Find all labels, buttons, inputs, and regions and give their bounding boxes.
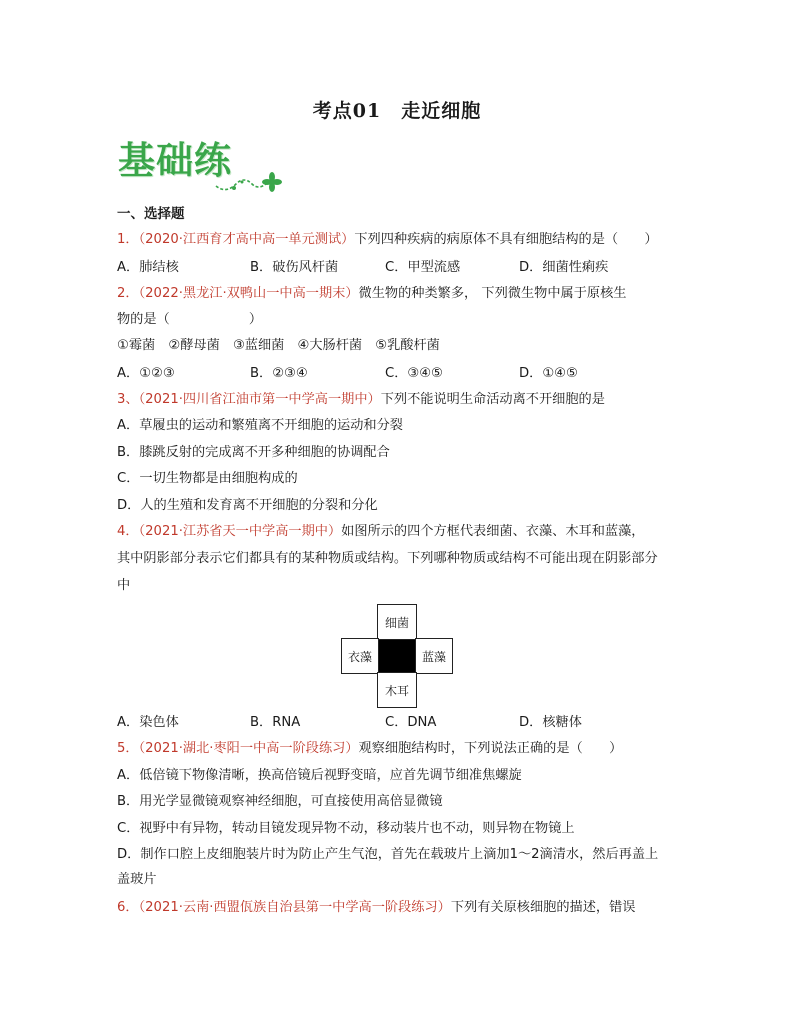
- option-c: C．一切生物都是由细胞构成的: [117, 471, 298, 486]
- four-box-diagram: [341, 604, 453, 708]
- banner-text: 基础练: [118, 139, 232, 182]
- option-d: D．细菌性痢疾: [519, 260, 609, 275]
- question-stem: 下列有关原核细胞的描述，错误: [450, 900, 636, 915]
- option-a: A．肺结核: [117, 260, 179, 275]
- question-source: （2022·黑龙江·双鸭山一中高一期末）: [138, 286, 359, 301]
- question-2: [117, 284, 627, 304]
- question-6: [117, 898, 635, 918]
- question-stem: 如图所示的四个方框代表细菌、衣藻、木耳和蓝藻，: [341, 524, 645, 539]
- option-b: B．用光学显微镜观察神经细胞，可直接使用高倍显微镜: [117, 794, 443, 809]
- question-number: 4．: [117, 524, 139, 539]
- question-source: （2021·四川省江油市第一中学高一期中）: [138, 392, 381, 407]
- question-stem: 下列不能说明生命活动离不开细胞的是: [380, 392, 605, 407]
- option-d: D．①④⑤: [519, 366, 578, 381]
- section-heading: 一、选择题: [117, 206, 185, 222]
- option-c: C．DNA: [385, 715, 437, 730]
- option-c: C．③④⑤: [385, 366, 443, 381]
- box-wood-ear: 木耳: [377, 672, 417, 708]
- question-stem: 微生物的种类繁多， 下列微生物中属于原核生: [358, 286, 627, 301]
- question-2-items: ①霉菌 ②酵母菌 ③蓝细菌 ④大肠杆菌 ⑤乳酸杆菌: [117, 338, 440, 353]
- question-3: [117, 390, 605, 410]
- question-source: （2021·湖北·枣阳一中高一阶段练习）: [138, 741, 359, 756]
- option-c: C．视野中有异物，转动目镜发现异物不动，移动装片也不动，则异物在物镜上: [117, 821, 575, 836]
- question-source: （2020·江西育才高中高一单元测试）: [138, 232, 355, 247]
- question-number: 6．: [117, 900, 139, 915]
- question-4-stem-line: 其中阴影部分表示它们都具有的某种物质或结构。下列哪种物质或结构不可能出现在阴影部分: [117, 551, 658, 566]
- question-4-options: [117, 713, 717, 733]
- question-source: （2021·江苏省天一中学高一期中）: [138, 524, 342, 539]
- question-number: 2．: [117, 286, 139, 301]
- question-source: （2021·云南·西盟佤族自治县第一中学高一阶段练习）: [138, 900, 451, 915]
- question-2-stem-line: 物的是（ ）: [117, 312, 263, 327]
- question-number: 5．: [117, 741, 139, 756]
- option-d: D．人的生殖和发育离不开细胞的分裂和分化: [117, 498, 378, 513]
- option-c: C．甲型流感: [385, 260, 461, 275]
- option-a: A．染色体: [117, 715, 179, 730]
- box-bacteria: 细菌: [377, 604, 417, 640]
- option-b: B．②③④: [250, 366, 308, 381]
- question-number: 3、: [117, 392, 139, 407]
- clover-swirl-icon: [214, 164, 284, 196]
- option-b: B．膝跳反射的完成离不开多种细胞的协调配合: [117, 445, 390, 460]
- question-1-options: [117, 258, 717, 278]
- shaded-overlap: [379, 640, 415, 672]
- question-4: [117, 522, 644, 542]
- box-chlamydomonas: 衣藻: [341, 638, 379, 674]
- option-d: D．核糖体: [519, 715, 582, 730]
- option-a: A．草履虫的运动和繁殖离不开细胞的运动和分裂: [117, 418, 403, 433]
- question-4-stem-line: 中: [117, 578, 131, 593]
- question-2-options: [117, 364, 717, 384]
- question-stem: 下列四种疾病的病原体不具有细胞结构的是（ ）: [354, 232, 658, 247]
- option-a: A．低倍镜下物像清晰，换高倍镜后视野变暗，应首先调节细准焦螺旋: [117, 768, 522, 783]
- page-title: 考点01 走近细胞: [312, 100, 482, 122]
- basic-practice-banner: [118, 138, 288, 196]
- question-5: [117, 739, 622, 759]
- option-d-continued: 盖玻片: [117, 872, 157, 887]
- option-b: B．RNA: [250, 715, 301, 730]
- question-number: 1．: [117, 232, 139, 247]
- question-stem: 观察细胞结构时，下列说法正确的是（ ）: [358, 741, 623, 756]
- option-b: B．破伤风杆菌: [250, 260, 339, 275]
- box-cyanobacteria: 蓝藻: [415, 638, 453, 674]
- option-a: A．①②③: [117, 366, 175, 381]
- option-d: D．制作口腔上皮细胞装片时为防止产生气泡，首先在载玻片上滴加1～2滴清水，然后再盖上: [117, 847, 659, 862]
- question-1: [117, 230, 658, 250]
